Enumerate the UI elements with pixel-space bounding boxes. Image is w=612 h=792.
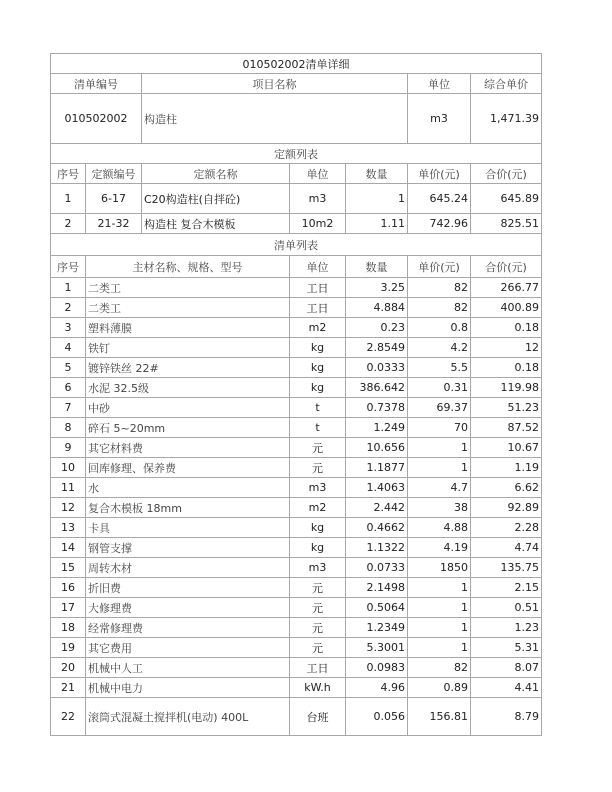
material-row bbox=[51, 558, 542, 578]
material-row bbox=[51, 398, 542, 418]
material-total: 135.75 bbox=[471, 558, 542, 578]
material-total: 8.79 bbox=[471, 698, 542, 736]
material-seq: 15 bbox=[51, 558, 86, 578]
material-unit: m2 bbox=[290, 498, 346, 518]
material-name: 其它费用 bbox=[86, 638, 290, 658]
material-total: 2.28 bbox=[471, 518, 542, 538]
material-qty: 10.656 bbox=[346, 438, 408, 458]
material-unit: 元 bbox=[290, 458, 346, 478]
material-qty: 386.642 bbox=[346, 378, 408, 398]
quota-seq: 2 bbox=[51, 214, 86, 234]
material-total: 0.18 bbox=[471, 358, 542, 378]
material-qty: 1.2349 bbox=[346, 618, 408, 638]
quota-unit: 10m2 bbox=[290, 214, 346, 234]
material-qty: 4.884 bbox=[346, 298, 408, 318]
header-composite-price: 综合单价 bbox=[471, 74, 542, 94]
material-unit: t bbox=[290, 398, 346, 418]
material-name: 碎石 5~20mm bbox=[86, 418, 290, 438]
material-row bbox=[51, 698, 542, 736]
quota-header-total: 合价(元) bbox=[471, 164, 542, 184]
bill-name: 构造柱 bbox=[142, 94, 408, 144]
material-name: 二类工 bbox=[86, 298, 290, 318]
material-unit: 元 bbox=[290, 598, 346, 618]
material-total: 5.31 bbox=[471, 638, 542, 658]
material-row bbox=[51, 298, 542, 318]
material-row bbox=[51, 458, 542, 478]
material-unit-price: 0.8 bbox=[408, 318, 471, 338]
material-unit: m2 bbox=[290, 318, 346, 338]
material-total: 92.89 bbox=[471, 498, 542, 518]
material-unit: kg bbox=[290, 518, 346, 538]
material-name: 中砂 bbox=[86, 398, 290, 418]
material-row bbox=[51, 678, 542, 698]
material-row bbox=[51, 378, 542, 398]
material-name: 机械中电力 bbox=[86, 678, 290, 698]
material-header-qty: 数量 bbox=[346, 256, 408, 278]
material-unit-price: 1 bbox=[408, 458, 471, 478]
material-unit: 工日 bbox=[290, 658, 346, 678]
material-total: 87.52 bbox=[471, 418, 542, 438]
material-unit: m3 bbox=[290, 558, 346, 578]
material-row bbox=[51, 618, 542, 638]
quota-total: 825.51 bbox=[471, 214, 542, 234]
material-name: 折旧费 bbox=[86, 578, 290, 598]
quota-header-unit-price: 单价(元) bbox=[408, 164, 471, 184]
material-unit-price: 4.2 bbox=[408, 338, 471, 358]
header-unit: 单位 bbox=[408, 74, 471, 94]
material-qty: 0.0333 bbox=[346, 358, 408, 378]
material-row bbox=[51, 358, 542, 378]
material-name: 水 bbox=[86, 478, 290, 498]
material-qty: 2.1498 bbox=[346, 578, 408, 598]
bill-row bbox=[51, 94, 542, 144]
material-row bbox=[51, 318, 542, 338]
material-name: 周转木材 bbox=[86, 558, 290, 578]
material-row bbox=[51, 418, 542, 438]
material-unit: t bbox=[290, 418, 346, 438]
quota-header-qty: 数量 bbox=[346, 164, 408, 184]
material-seq: 22 bbox=[51, 698, 86, 736]
quota-unit-price: 742.96 bbox=[408, 214, 471, 234]
material-seq: 7 bbox=[51, 398, 86, 418]
material-unit-price: 1 bbox=[408, 578, 471, 598]
material-qty: 1.4063 bbox=[346, 478, 408, 498]
quota-row bbox=[51, 214, 542, 234]
material-unit-price: 69.37 bbox=[408, 398, 471, 418]
bill-code: 010502002 bbox=[51, 94, 142, 144]
material-seq: 8 bbox=[51, 418, 86, 438]
material-seq: 5 bbox=[51, 358, 86, 378]
quota-unit: m3 bbox=[290, 184, 346, 214]
material-unit: kg bbox=[290, 358, 346, 378]
material-total: 1.19 bbox=[471, 458, 542, 478]
material-unit: 台班 bbox=[290, 698, 346, 736]
material-total: 4.41 bbox=[471, 678, 542, 698]
material-qty: 2.8549 bbox=[346, 338, 408, 358]
material-qty: 3.25 bbox=[346, 278, 408, 298]
material-seq: 1 bbox=[51, 278, 86, 298]
material-name: 经常修理费 bbox=[86, 618, 290, 638]
material-unit: 元 bbox=[290, 438, 346, 458]
material-unit-price: 0.89 bbox=[408, 678, 471, 698]
material-name: 铁钉 bbox=[86, 338, 290, 358]
material-total: 51.23 bbox=[471, 398, 542, 418]
quota-unit-price: 645.24 bbox=[408, 184, 471, 214]
material-seq: 20 bbox=[51, 658, 86, 678]
material-seq: 6 bbox=[51, 378, 86, 398]
material-seq: 16 bbox=[51, 578, 86, 598]
material-unit: m3 bbox=[290, 478, 346, 498]
material-seq: 9 bbox=[51, 438, 86, 458]
material-seq: 3 bbox=[51, 318, 86, 338]
material-section-title: 清单列表 bbox=[51, 234, 542, 256]
material-name: 二类工 bbox=[86, 278, 290, 298]
material-unit-price: 1 bbox=[408, 438, 471, 458]
material-unit: 元 bbox=[290, 578, 346, 598]
material-name: 滚筒式混凝土搅拌机(电动) 400L bbox=[86, 698, 290, 736]
material-unit: kg bbox=[290, 338, 346, 358]
material-qty: 1.1322 bbox=[346, 538, 408, 558]
material-unit-price: 38 bbox=[408, 498, 471, 518]
material-qty: 0.23 bbox=[346, 318, 408, 338]
material-total: 6.62 bbox=[471, 478, 542, 498]
material-name: 复合木模板 18mm bbox=[86, 498, 290, 518]
material-header-total: 合价(元) bbox=[471, 256, 542, 278]
material-total: 2.15 bbox=[471, 578, 542, 598]
material-name: 卡具 bbox=[86, 518, 290, 538]
material-seq: 19 bbox=[51, 638, 86, 658]
material-row bbox=[51, 598, 542, 618]
material-qty: 2.442 bbox=[346, 498, 408, 518]
material-row bbox=[51, 278, 542, 298]
material-qty: 1.249 bbox=[346, 418, 408, 438]
material-total: 12 bbox=[471, 338, 542, 358]
quota-qty: 1.11 bbox=[346, 214, 408, 234]
material-qty: 4.96 bbox=[346, 678, 408, 698]
material-seq: 21 bbox=[51, 678, 86, 698]
material-name: 大修理费 bbox=[86, 598, 290, 618]
material-unit: kW.h bbox=[290, 678, 346, 698]
material-unit-price: 0.31 bbox=[408, 378, 471, 398]
quota-code: 6-17 bbox=[86, 184, 142, 214]
material-unit: 元 bbox=[290, 618, 346, 638]
material-unit-price: 156.81 bbox=[408, 698, 471, 736]
material-name: 塑料薄膜 bbox=[86, 318, 290, 338]
material-unit: 工日 bbox=[290, 298, 346, 318]
material-seq: 11 bbox=[51, 478, 86, 498]
material-qty: 1.1877 bbox=[346, 458, 408, 478]
material-seq: 4 bbox=[51, 338, 86, 358]
material-row bbox=[51, 658, 542, 678]
material-total: 1.23 bbox=[471, 618, 542, 638]
quota-row bbox=[51, 184, 542, 214]
material-header-seq: 序号 bbox=[51, 256, 86, 278]
material-total: 0.51 bbox=[471, 598, 542, 618]
material-name: 镀锌铁丝 22# bbox=[86, 358, 290, 378]
quota-code: 21-32 bbox=[86, 214, 142, 234]
material-row bbox=[51, 518, 542, 538]
bill-unit: m3 bbox=[408, 94, 471, 144]
material-unit-price: 82 bbox=[408, 278, 471, 298]
bill-detail-table bbox=[50, 53, 542, 736]
quota-name: C20构造柱(自拌砼) bbox=[142, 184, 290, 214]
quota-header-name: 定额名称 bbox=[142, 164, 290, 184]
material-row bbox=[51, 438, 542, 458]
material-seq: 12 bbox=[51, 498, 86, 518]
material-row bbox=[51, 498, 542, 518]
material-unit-price: 1 bbox=[408, 598, 471, 618]
quota-qty: 1 bbox=[346, 184, 408, 214]
material-unit-price: 82 bbox=[408, 658, 471, 678]
material-unit: 元 bbox=[290, 638, 346, 658]
material-unit-price: 1850 bbox=[408, 558, 471, 578]
material-seq: 18 bbox=[51, 618, 86, 638]
material-total: 0.18 bbox=[471, 318, 542, 338]
material-unit: 工日 bbox=[290, 278, 346, 298]
material-seq: 14 bbox=[51, 538, 86, 558]
material-qty: 0.056 bbox=[346, 698, 408, 736]
material-unit: kg bbox=[290, 538, 346, 558]
header-bill-code: 清单编号 bbox=[51, 74, 142, 94]
material-qty: 0.0983 bbox=[346, 658, 408, 678]
material-seq: 17 bbox=[51, 598, 86, 618]
material-unit-price: 82 bbox=[408, 298, 471, 318]
material-row bbox=[51, 638, 542, 658]
material-row bbox=[51, 338, 542, 358]
material-row bbox=[51, 578, 542, 598]
material-unit-price: 4.88 bbox=[408, 518, 471, 538]
material-name: 机械中人工 bbox=[86, 658, 290, 678]
material-header-unit: 单位 bbox=[290, 256, 346, 278]
material-total: 4.74 bbox=[471, 538, 542, 558]
material-header-name: 主材名称、规格、型号 bbox=[86, 256, 290, 278]
material-total: 266.77 bbox=[471, 278, 542, 298]
material-name: 钢管支撑 bbox=[86, 538, 290, 558]
quota-total: 645.89 bbox=[471, 184, 542, 214]
material-name: 其它材料费 bbox=[86, 438, 290, 458]
material-seq: 13 bbox=[51, 518, 86, 538]
material-unit-price: 4.19 bbox=[408, 538, 471, 558]
quota-section-title: 定额列表 bbox=[51, 144, 542, 164]
material-unit-price: 5.5 bbox=[408, 358, 471, 378]
material-unit-price: 4.7 bbox=[408, 478, 471, 498]
material-qty: 0.5064 bbox=[346, 598, 408, 618]
quota-header-seq: 序号 bbox=[51, 164, 86, 184]
quota-header-unit: 单位 bbox=[290, 164, 346, 184]
material-row bbox=[51, 478, 542, 498]
material-name: 水泥 32.5级 bbox=[86, 378, 290, 398]
material-total: 8.07 bbox=[471, 658, 542, 678]
material-qty: 0.0733 bbox=[346, 558, 408, 578]
material-header-unit-price: 单价(元) bbox=[408, 256, 471, 278]
quota-seq: 1 bbox=[51, 184, 86, 214]
material-total: 119.98 bbox=[471, 378, 542, 398]
table-title: 010502002清单详细 bbox=[51, 54, 542, 74]
material-unit-price: 1 bbox=[408, 638, 471, 658]
header-item-name: 项目名称 bbox=[142, 74, 408, 94]
material-total: 400.89 bbox=[471, 298, 542, 318]
material-unit: kg bbox=[290, 378, 346, 398]
material-total: 10.67 bbox=[471, 438, 542, 458]
material-unit-price: 70 bbox=[408, 418, 471, 438]
bill-composite-price: 1,471.39 bbox=[471, 94, 542, 144]
material-name: 回库修理、保养费 bbox=[86, 458, 290, 478]
material-seq: 2 bbox=[51, 298, 86, 318]
material-qty: 0.4662 bbox=[346, 518, 408, 538]
material-row bbox=[51, 538, 542, 558]
quota-name: 构造柱 复合木模板 bbox=[142, 214, 290, 234]
material-seq: 10 bbox=[51, 458, 86, 478]
quota-header-code: 定额编号 bbox=[86, 164, 142, 184]
material-qty: 5.3001 bbox=[346, 638, 408, 658]
material-qty: 0.7378 bbox=[346, 398, 408, 418]
material-unit-price: 1 bbox=[408, 618, 471, 638]
